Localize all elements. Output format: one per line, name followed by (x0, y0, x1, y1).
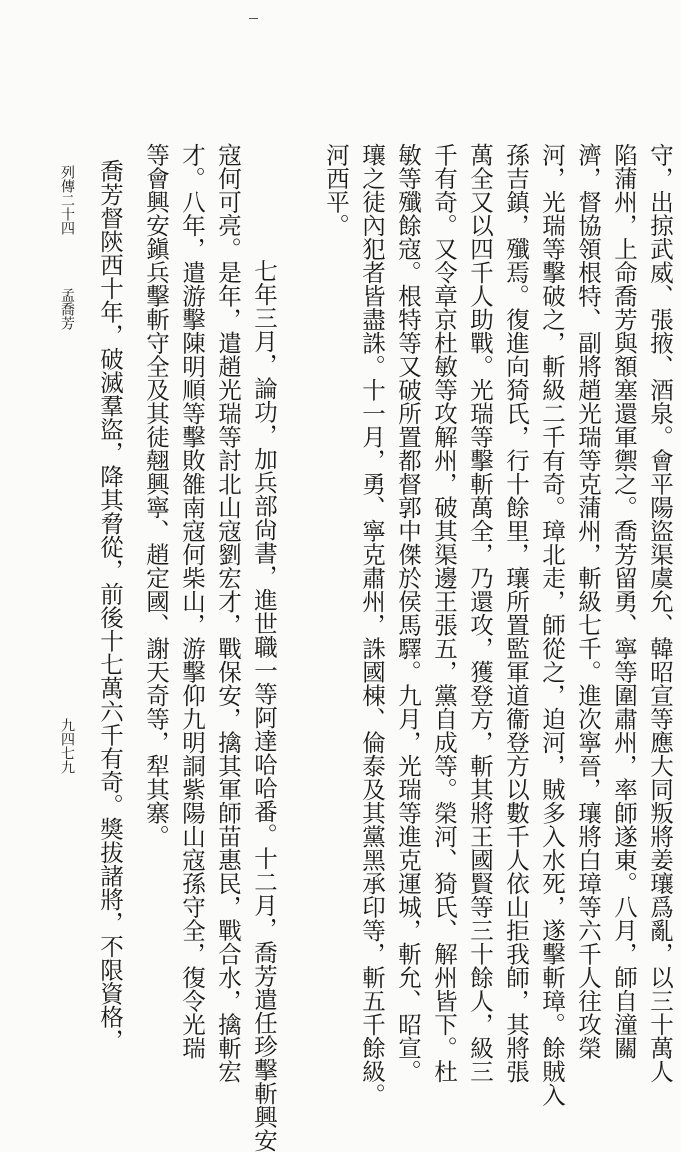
text-line: 陷蒲州，上命喬芳與額塞還軍禦之。喬芳留勇、寧等圍肅州，率師遂東。八月，師自潼關 (610, 143, 638, 1060)
text-line: 喬芳督陝西十年，破滅羣盜，降其脅從，前後十七萬六千有奇。獎拔諸將，不限資格， (96, 159, 124, 1052)
text-line: 千有奇。又令章京杜敏等攻解州，破其渠邊王張五，黨自成等。榮河、猗氏、解州皆下。杜 (430, 143, 458, 1083)
top-mark (249, 18, 258, 19)
page-number: 九四七九 (59, 718, 75, 774)
text-line: 孫吉鎮，殲焉。復進向猗氏，行十餘里，瓖所置監軍道衞登方以數千人依山拒我師，其將張 (502, 143, 530, 1083)
running-head-subject: 孟喬芳 (59, 288, 75, 330)
running-head-chapter: 列傳二十四 (59, 165, 75, 235)
text-line: 河西平。 (322, 143, 350, 237)
text-line: 等會興安鎭兵擊斬守全及其徒翹興寧、趙定國、謝天奇等，犁其寨。 (142, 143, 170, 848)
text-line: 萬全又以四千人助戰。光瑞等擊斬萬全，乃還攻，獲登方，斬其將王國賢等三十餘人，級三 (466, 143, 494, 1083)
text-line: 七年三月，論功，加兵部尙書，進世職一等阿達哈哈番。十二月，喬芳遣任珍擊斬興安 (250, 259, 278, 1152)
text-line: 濟，督協領根特、副將趙光瑞等克蒲州，斬級七千。進次寧晉，瓖將白璋等六千人往攻榮 (574, 143, 602, 1060)
text-line: 瓖之徒內犯者皆盡誅。十一月，勇、寧克肅州，誅國棟、倫泰及其黨黑承印等，斬五千餘級。 (358, 143, 386, 1107)
text-line: 寇何可亮。是年，遣趙光瑞等討北山寇劉宏才，戰保安，擒其軍師苗惠民，戰合水，擒斬宏 (214, 143, 242, 1083)
text-line: 敏等殲餘寇。根特等又破所置都督郭中傑於侯馬驛。九月，光瑞等進克運城，斬允、昭宣。 (394, 143, 422, 1083)
text-line: 守，出掠武威、張掖、酒泉。會平陽盜渠虞允、韓昭宣等應大同叛將姜瓖爲亂，以三十萬人 (646, 143, 674, 1083)
text-line: 河，光瑞等擊破之，斬級二千有奇。璋北走，師從之，迫河，賊多入水死，遂擊斬璋。餘賊入 (538, 143, 566, 1107)
text-line: 才。八年，遣游擊陳明順等擊敗雒南寇何柴山，游擊仰九明詷紫陽山寇孫守全，復令光瑞 (178, 143, 206, 1060)
text-line (285, 143, 311, 923)
